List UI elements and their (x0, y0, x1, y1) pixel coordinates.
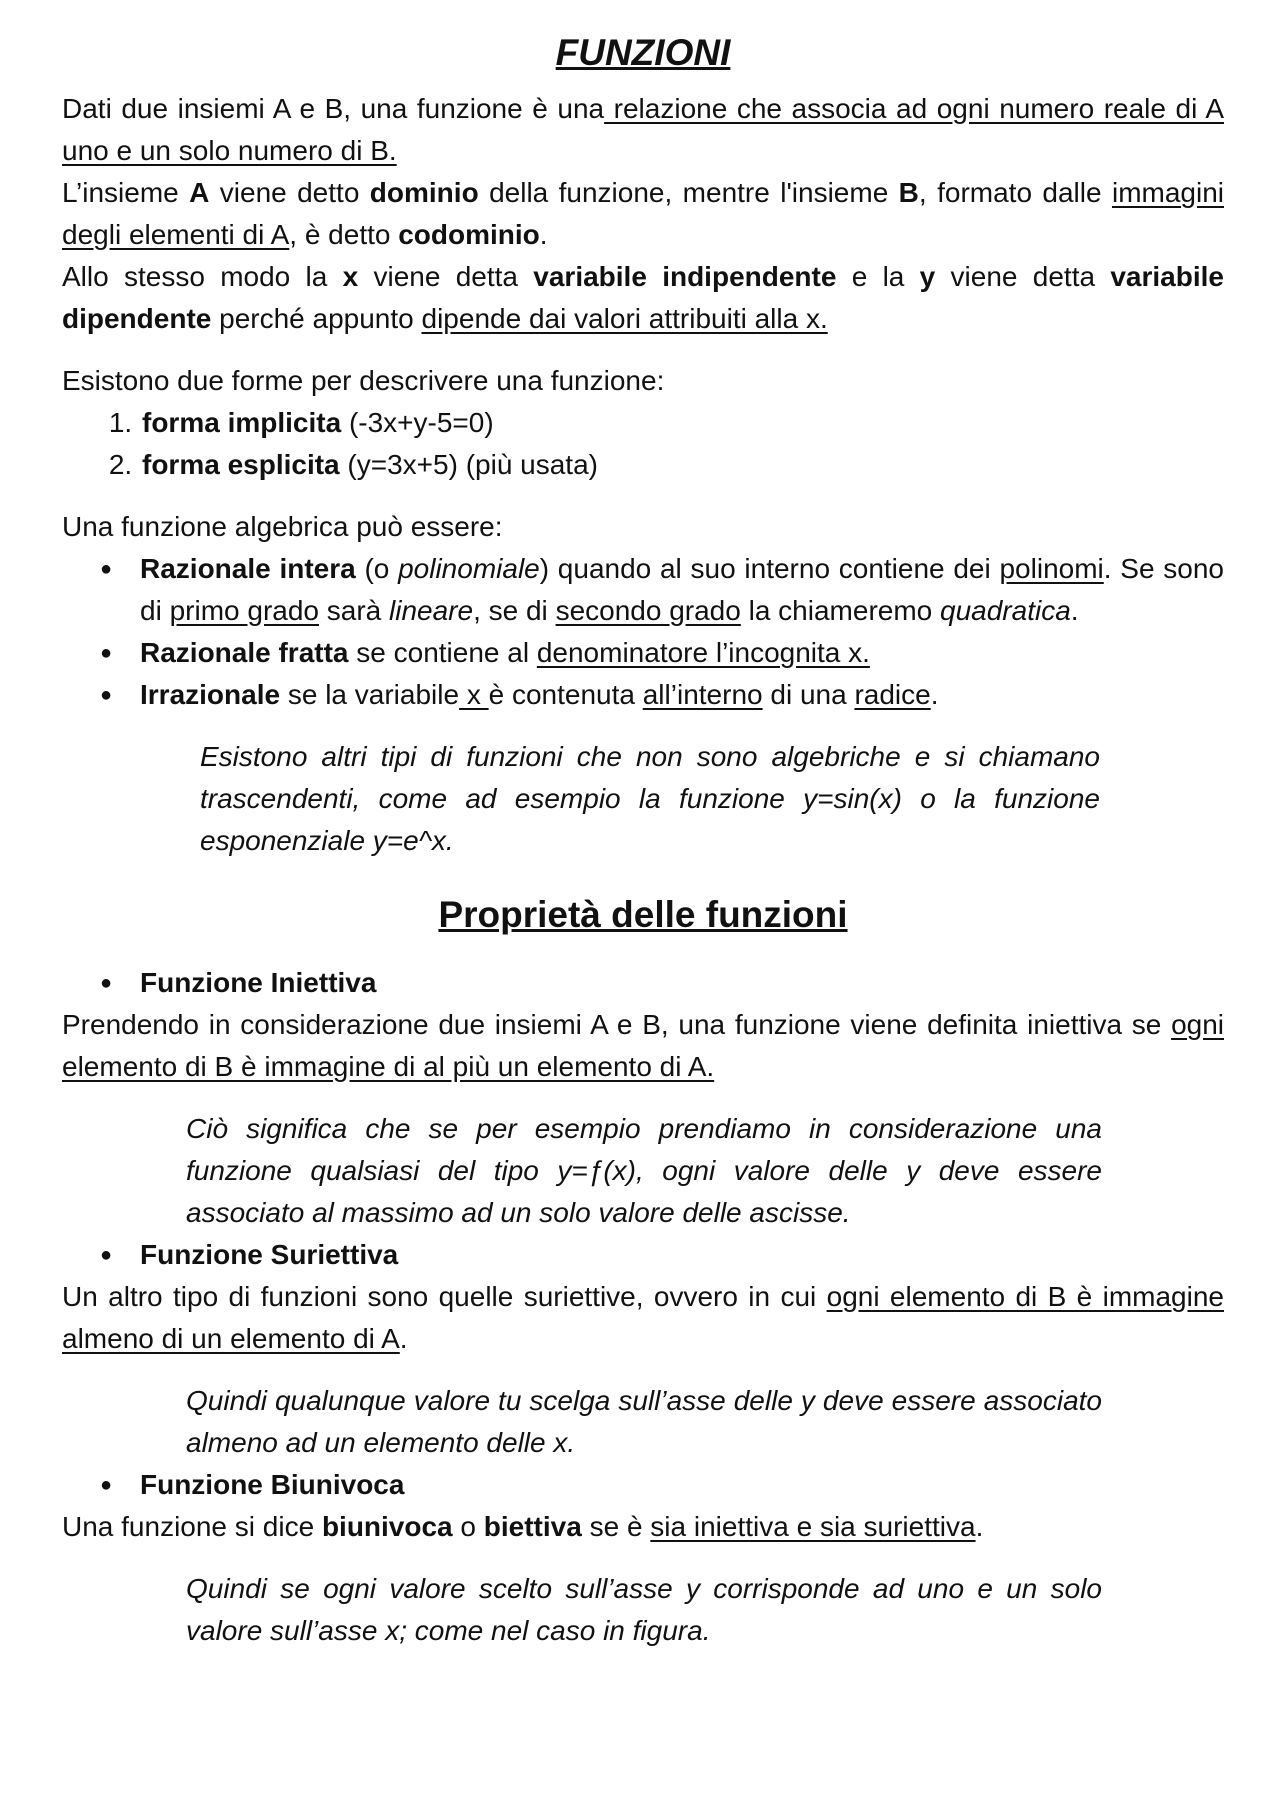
list-item-razionale-fratta: ● Razionale fratta se contiene al denominatore l’incognita x. (62, 632, 1224, 674)
note-trascendenti: Esistono altri tipi di funzioni che non sono algebriche e si chiamano trascendenti, come ad esempio la funzione y=sin(x) o la funzione esponenziale y=e^x. (200, 741, 1100, 856)
subheading-iniettiva: ● Funzione Iniettiva (62, 962, 1224, 1004)
iniettiva-definition: Prendendo in considerazione due insiemi A e B, una funzione viene definita iniettiva se ogni elemento di B è immagine di al più un elemento di A. (62, 1009, 1224, 1082)
suriettiva-heading-list (62, 1234, 1224, 1276)
suriettiva-definition: Un altro tipo di funzioni sono quelle suriettive, ovvero in cui ogni elemento di B è immagine almeno di un elemento di A. (62, 1281, 1224, 1354)
subheading-biunivoca: ● Funzione Biunivoca (62, 1464, 1224, 1506)
note-iniettiva: Ciò significa che se per esempio prendiamo in considerazione una funzione qualsiasi del tipo y=ƒ(x), ogni valore delle y deve essere associato al massimo ad un solo valore delle ascisse. (186, 1113, 1102, 1228)
biunivoca-heading-list (62, 1464, 1224, 1506)
page-title: FUNZIONI (555, 32, 731, 73)
algebraic-lead: Una funzione algebrica può essere: (62, 511, 503, 542)
section-heading-properties: Proprietà delle funzioni (438, 894, 848, 935)
forms-lead: Esistono due forme per descrivere una funzione: (62, 365, 665, 396)
intro-paragraph-variables: Allo stesso modo la x viene detta variabile indipendente e la y viene detta variabile dipendente perché appunto dipende dai valori attribuiti alla x. (62, 261, 1224, 334)
list-item: 2. forma esplicita (y=3x+5) (più usata) (140, 444, 1224, 486)
list-item: 1. forma implicita (-3x+y-5=0) (140, 402, 1224, 444)
algebraic-list (62, 548, 1224, 716)
document-content (62, 28, 1224, 1652)
forms-list (62, 402, 1224, 486)
list-item-irrazionale: ● Irrazionale se la variabile x è contenuta all’interno di una radice. (62, 674, 1224, 716)
note-suriettiva: Quindi qualunque valore tu scelga sull’asse delle y deve essere associato almeno ad un elemento delle x. (186, 1385, 1102, 1458)
list-item-razionale-intera: ● Razionale intera (o polinomiale) quando al suo interno contiene dei polinomi. Se sono di primo grado sarà lineare, se di secondo grado la chiameremo quadratica. (62, 548, 1224, 632)
subheading-suriettiva: ● Funzione Suriettiva (62, 1234, 1224, 1276)
biunivoca-definition: Una funzione si dice biunivoca o biettiva se è sia iniettiva e sia suriettiva. (62, 1511, 984, 1542)
iniettiva-heading-list (62, 962, 1224, 1004)
intro-paragraph-definition: Dati due insiemi A e B, una funzione è una relazione che associa ad ogni numero reale di A uno e un solo numero di B. (62, 93, 1224, 166)
intro-paragraph-domain: L’insieme A viene detto dominio della funzione, mentre l'insieme B, formato dalle immagini degli elementi di A, è detto codominio. (62, 177, 1224, 250)
note-biunivoca: Quindi se ogni valore scelto sull’asse y corrisponde ad uno e un solo valore sull’asse x; come nel caso in figura. (186, 1573, 1102, 1646)
